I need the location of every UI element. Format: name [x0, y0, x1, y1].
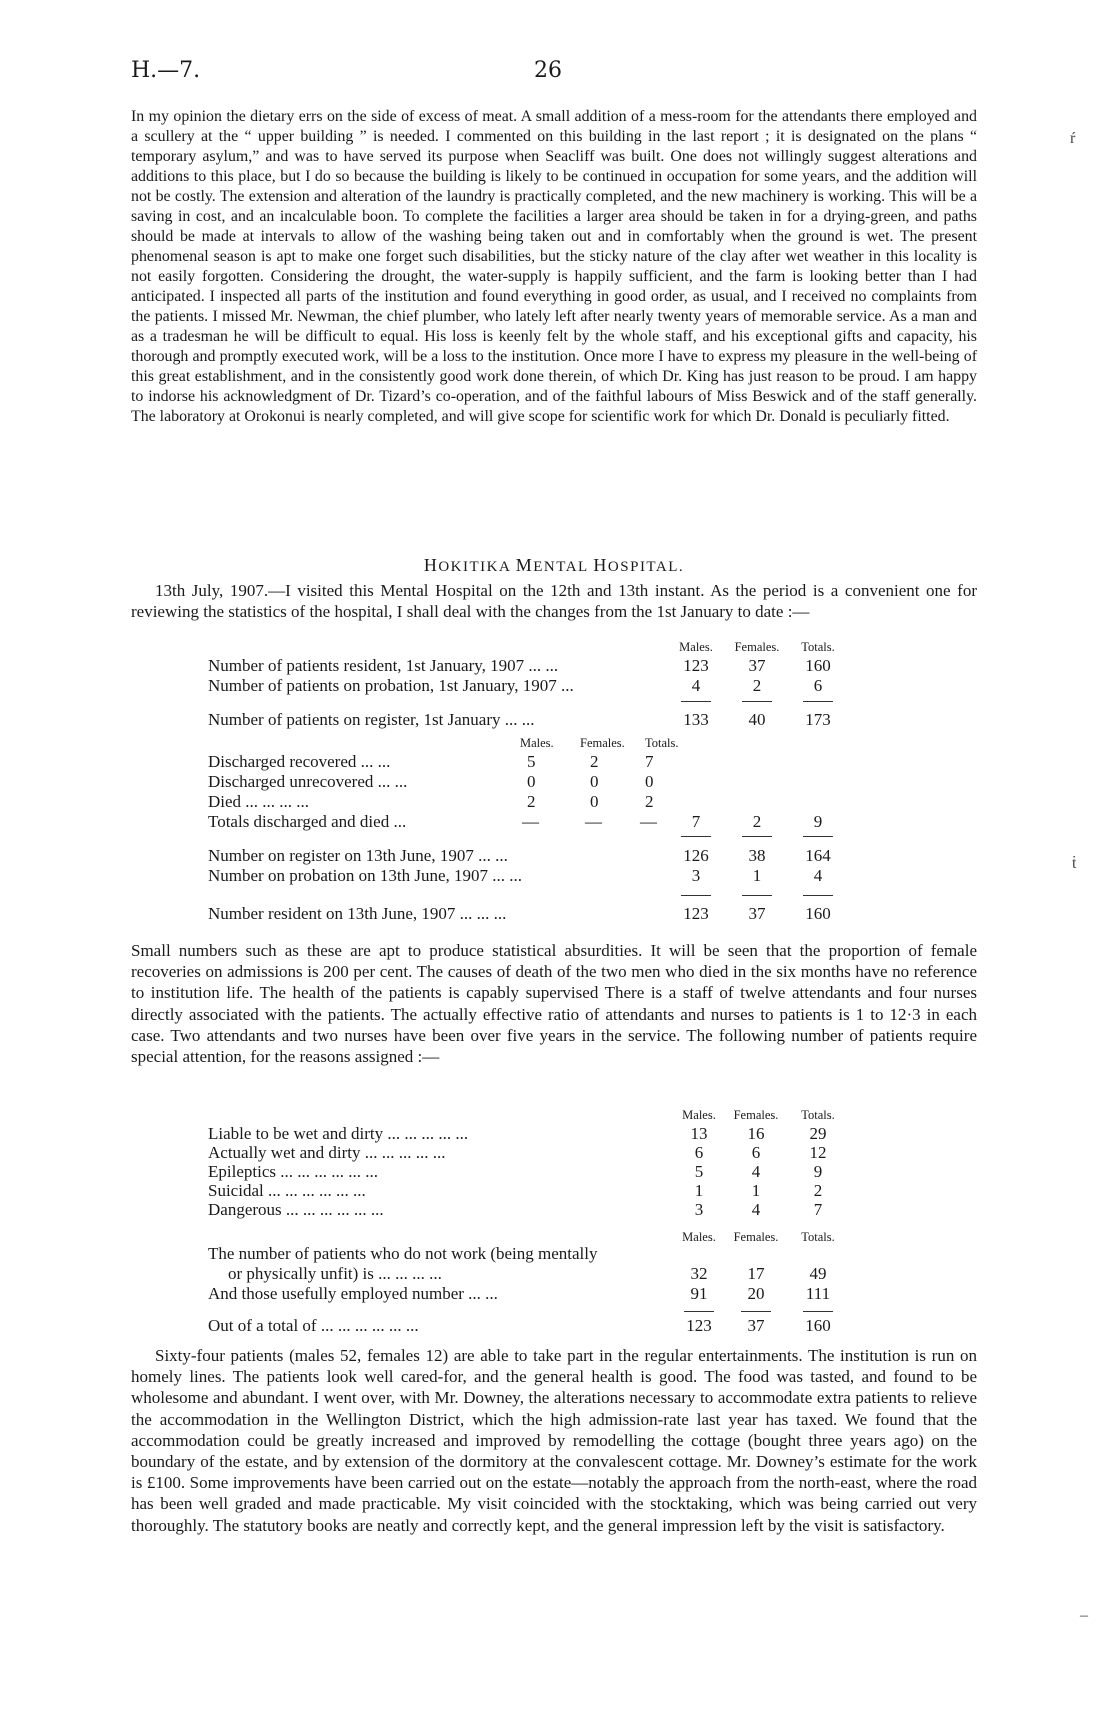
paragraph-statistics: Small numbers such as these are apt to produce statistical absurdities. It will be seen that the proportion of female recoveries on admissions is 200 per cent. The causes of death of the two men who died in the six months have no reference to institution life. The health of the patients is capably supervised There is a staff of twelve attendants and four nurses directly associated with the patients. The actually effective ratio of attendants and nurses to patients is 1 to 12·3 in each case. Two attendants and two nurses have been over five years in the service. The following number of patients require special attention, for the reasons assigned :— — [131, 941, 977, 1067]
cell-males: 5 — [694, 1162, 704, 1181]
row-label: Number on register on 13th June, 1907 ... ... — [208, 846, 508, 865]
cell-females: 2 — [590, 752, 599, 771]
row-label: Out of a total of ... ... ... ... ... ... — [208, 1316, 419, 1335]
paragraph-conclusion: Sixty-four patients (males 52, females 12) are able to take part in the regular entertainments. The institution is run on homely lines. The patients look well cared-for, and the general health is good. The food was tasted, and found to be wholesome and abundant. I went over, with Mr. Downey, the alterations necessary to accommodate extra patients to relieve the accommodation in the Wellington District, which the high admission-rate last year has taxed. We found that the accommodation could be greatly increased and improved by remodelling the cottage (bought three years ago) on the boundary of the estate, and by extension of the dormitory at the convalescent cottage. Mr. Downey’s estimate for the work is £100. Some improvements have been carried out on the estate—notably the approach from the north-east, where the road has been well graded and made practicable. My visit coincided with the stocktaking, which was being carried out very thoroughly. The statutory books are neatly and correctly kept, and the general impression left by the visit is satisfactory. — [131, 1346, 977, 1535]
row-label: Liable to be wet and dirty ... ... ... ... ... — [208, 1124, 469, 1143]
row-label: Suicidal ... ... ... ... ... ... — [208, 1181, 366, 1200]
sum-rule — [681, 895, 711, 896]
column-header-totals: Totals. — [801, 1108, 835, 1122]
margin-mark: ṫ — [1072, 855, 1077, 872]
cell-totals: 12 — [809, 1143, 827, 1162]
cell-males: 32 — [690, 1264, 708, 1283]
margin-mark: – — [1080, 1607, 1088, 1624]
sum-rule — [681, 836, 711, 837]
row-label: Number of patients resident, 1st January, 1907 ... ... — [208, 656, 559, 675]
cell-totals: 160 — [805, 1316, 831, 1335]
sum-rule — [803, 701, 833, 702]
cell-males: 13 — [690, 1124, 708, 1143]
sum-rule — [803, 836, 833, 837]
cell-females: 1 — [752, 866, 762, 885]
page-number: 26 — [534, 58, 562, 83]
row-label: The number of patients who do not work (being mentally — [208, 1244, 598, 1263]
row-label: Epileptics ... ... ... ... ... ... — [208, 1162, 378, 1181]
cell-totals: 6 — [813, 676, 823, 695]
cell-totals: 2 — [813, 1181, 823, 1200]
row-label: Died ... ... ... ... — [208, 792, 310, 811]
paragraph-seacliff: In my opinion the dietary errs on the side of excess of meat. A small addition of a mess-room for the attendants there employed and a scullery at the “ upper building ” is needed. I commented on this building in the last report ; it is designated on the plans “ temporary asylum,” and was to have served its purpose when Seacliff was built. One does not willingly suggest alterations and additions to this place, but I do so because the building is likely to be continued in occupation for some years, and the addition will not be costly. The extension and alteration of the laundry is practically completed, and the new machinery is working. This will be a saving in cost, and an incalculable boon. To complete the facilities a larger area should be taken in for a drying-green, and paths should be made at intervals to allow of the washing being taken out and in comfortably when the ground is wet. The present phenomenal season is apt to make one forget such disabilities, but the sticky nature of the clay after wet weather in this locality is not easily forgotten. Considering the drought, the water-supply is happily sufficient, and the farm is looking better than I had anticipated. I inspected all parts of the institution and found everything in good order, as usual, and I received no complaints from the patients. I missed Mr. Newman, the chief plumber, who lately left after nearly twenty years of memorable service. As a man and as a tradesman he will be difficult to equal. His loss is keenly felt by the whole staff, and his exceptional gifts and capacity, his thorough and promptly executed work, will be a loss to the institution. Once more I have to express my pleasure in the well-being of this great establishment, and in the consistently good work done therein, of which Dr. King has just reason to be proud. I am happy to indorse his acknowledgment of Dr. Tizard’s co-operation, and of the faithful labours of Miss Beswick and of the staff generally. The laboratory at Orokonui is nearly completed, and will give scope for scientific work for which Dr. Donald is peculiarly fitted. — [131, 108, 977, 425]
cell-totals: 160 — [805, 904, 831, 923]
document-reference: H.—7. — [131, 58, 201, 83]
cell-totals: 7 — [645, 752, 654, 771]
cell-females: 40 — [748, 710, 766, 729]
row-label: Discharged recovered ... ... — [208, 752, 391, 771]
sum-rule — [803, 1311, 833, 1312]
sum-rule — [741, 1311, 771, 1312]
row-label: Number of patients on probation, 1st January, 1907 ... — [208, 676, 574, 695]
cell-totals: 160 — [805, 656, 831, 675]
column-header-males: Males. — [682, 1108, 716, 1122]
paragraph-intro: 13th July, 1907.—I visited this Mental Hospital on the 12th and 13th instant. As the period is a convenient one for reviewing the statistics of the hospital, I shall deal with the changes from the 1st January to date :— — [131, 581, 977, 622]
cell-males: — — [522, 812, 539, 831]
cell-females: 2 — [752, 676, 762, 695]
row-label: Actually wet and dirty ... ... ... ... ... — [208, 1143, 446, 1162]
cell-males: 7 — [691, 812, 701, 831]
cell-females: 38 — [748, 846, 766, 865]
row-label: Dangerous ... ... ... ... ... ... — [208, 1200, 384, 1219]
cell-males: 123 — [686, 1316, 712, 1335]
column-header-totals: Totals. — [801, 1230, 835, 1244]
cell-totals: 29 — [809, 1124, 827, 1143]
row-label: Totals discharged and died ... — [208, 812, 407, 831]
cell-totals: 7 — [813, 1200, 823, 1219]
cell-females: 2 — [752, 812, 762, 831]
column-header-females: Females. — [733, 1230, 779, 1244]
cell-females: 37 — [747, 1316, 765, 1335]
cell-totals: 111 — [805, 1284, 831, 1303]
cell-females: 6 — [751, 1143, 761, 1162]
cell-females: 20 — [747, 1284, 765, 1303]
cell-females: 4 — [751, 1162, 761, 1181]
cell-males: 3 — [694, 1200, 704, 1219]
row-label: And those usefully employed number ... ... — [208, 1284, 498, 1303]
cell-totals: 0 — [645, 772, 654, 791]
cell-males: 126 — [683, 846, 709, 865]
subcolumn-header-females: Females. — [580, 736, 625, 750]
margin-mark: ŕ — [1070, 130, 1076, 147]
cell-males: 133 — [683, 710, 709, 729]
cell-males: 2 — [527, 792, 536, 811]
cell-totals: 9 — [813, 1162, 823, 1181]
sum-rule — [742, 895, 772, 896]
cell-males: 3 — [691, 866, 701, 885]
cell-females: 0 — [590, 772, 599, 791]
cell-females: 0 — [590, 792, 599, 811]
row-label-continued: or physically unfit) is ... ... ... ... — [228, 1264, 442, 1283]
cell-females: 37 — [748, 656, 766, 675]
sum-rule — [681, 701, 711, 702]
cell-totals: 164 — [805, 846, 831, 865]
cell-females: 4 — [751, 1200, 761, 1219]
cell-males: 123 — [683, 904, 709, 923]
row-label: Discharged unrecovered ... ... — [208, 772, 408, 791]
cell-totals: 9 — [813, 812, 823, 831]
column-header-totals: Totals. — [801, 640, 835, 654]
cell-totals: 49 — [809, 1264, 827, 1283]
cell-males: 5 — [527, 752, 536, 771]
cell-totals: 2 — [645, 792, 654, 811]
subcolumn-header-totals: Totals. — [645, 736, 679, 750]
sum-rule — [742, 836, 772, 837]
cell-females: 1 — [751, 1181, 761, 1200]
cell-totals: 4 — [813, 866, 823, 885]
cell-males: 123 — [683, 656, 709, 675]
row-label: Number of patients on register, 1st January ... ... — [208, 710, 535, 729]
column-header-females: Females. — [733, 1108, 779, 1122]
cell-totals: 173 — [805, 710, 831, 729]
cell-females: 16 — [747, 1124, 765, 1143]
cell-males: 6 — [694, 1143, 704, 1162]
cell-females: 17 — [747, 1264, 765, 1283]
cell-females: — — [585, 812, 602, 831]
subcolumn-header-males: Males. — [520, 736, 554, 750]
row-label: Number on probation on 13th June, 1907 ... ... — [208, 866, 522, 885]
cell-males: 4 — [691, 676, 701, 695]
sum-rule — [742, 701, 772, 702]
column-header-males: Males. — [679, 640, 713, 654]
section-heading: HOKITIKA MENTAL HOSPITAL. — [423, 555, 685, 575]
sum-rule — [803, 895, 833, 896]
column-header-males: Males. — [682, 1230, 716, 1244]
column-header-females: Females. — [734, 640, 780, 654]
cell-males: 0 — [527, 772, 536, 791]
cell-males: 91 — [690, 1284, 708, 1303]
cell-totals: — — [640, 812, 657, 831]
row-label: Number resident on 13th June, 1907 ... ... ... — [208, 904, 507, 923]
cell-males: 1 — [694, 1181, 704, 1200]
cell-females: 37 — [748, 904, 766, 923]
sum-rule — [684, 1311, 714, 1312]
